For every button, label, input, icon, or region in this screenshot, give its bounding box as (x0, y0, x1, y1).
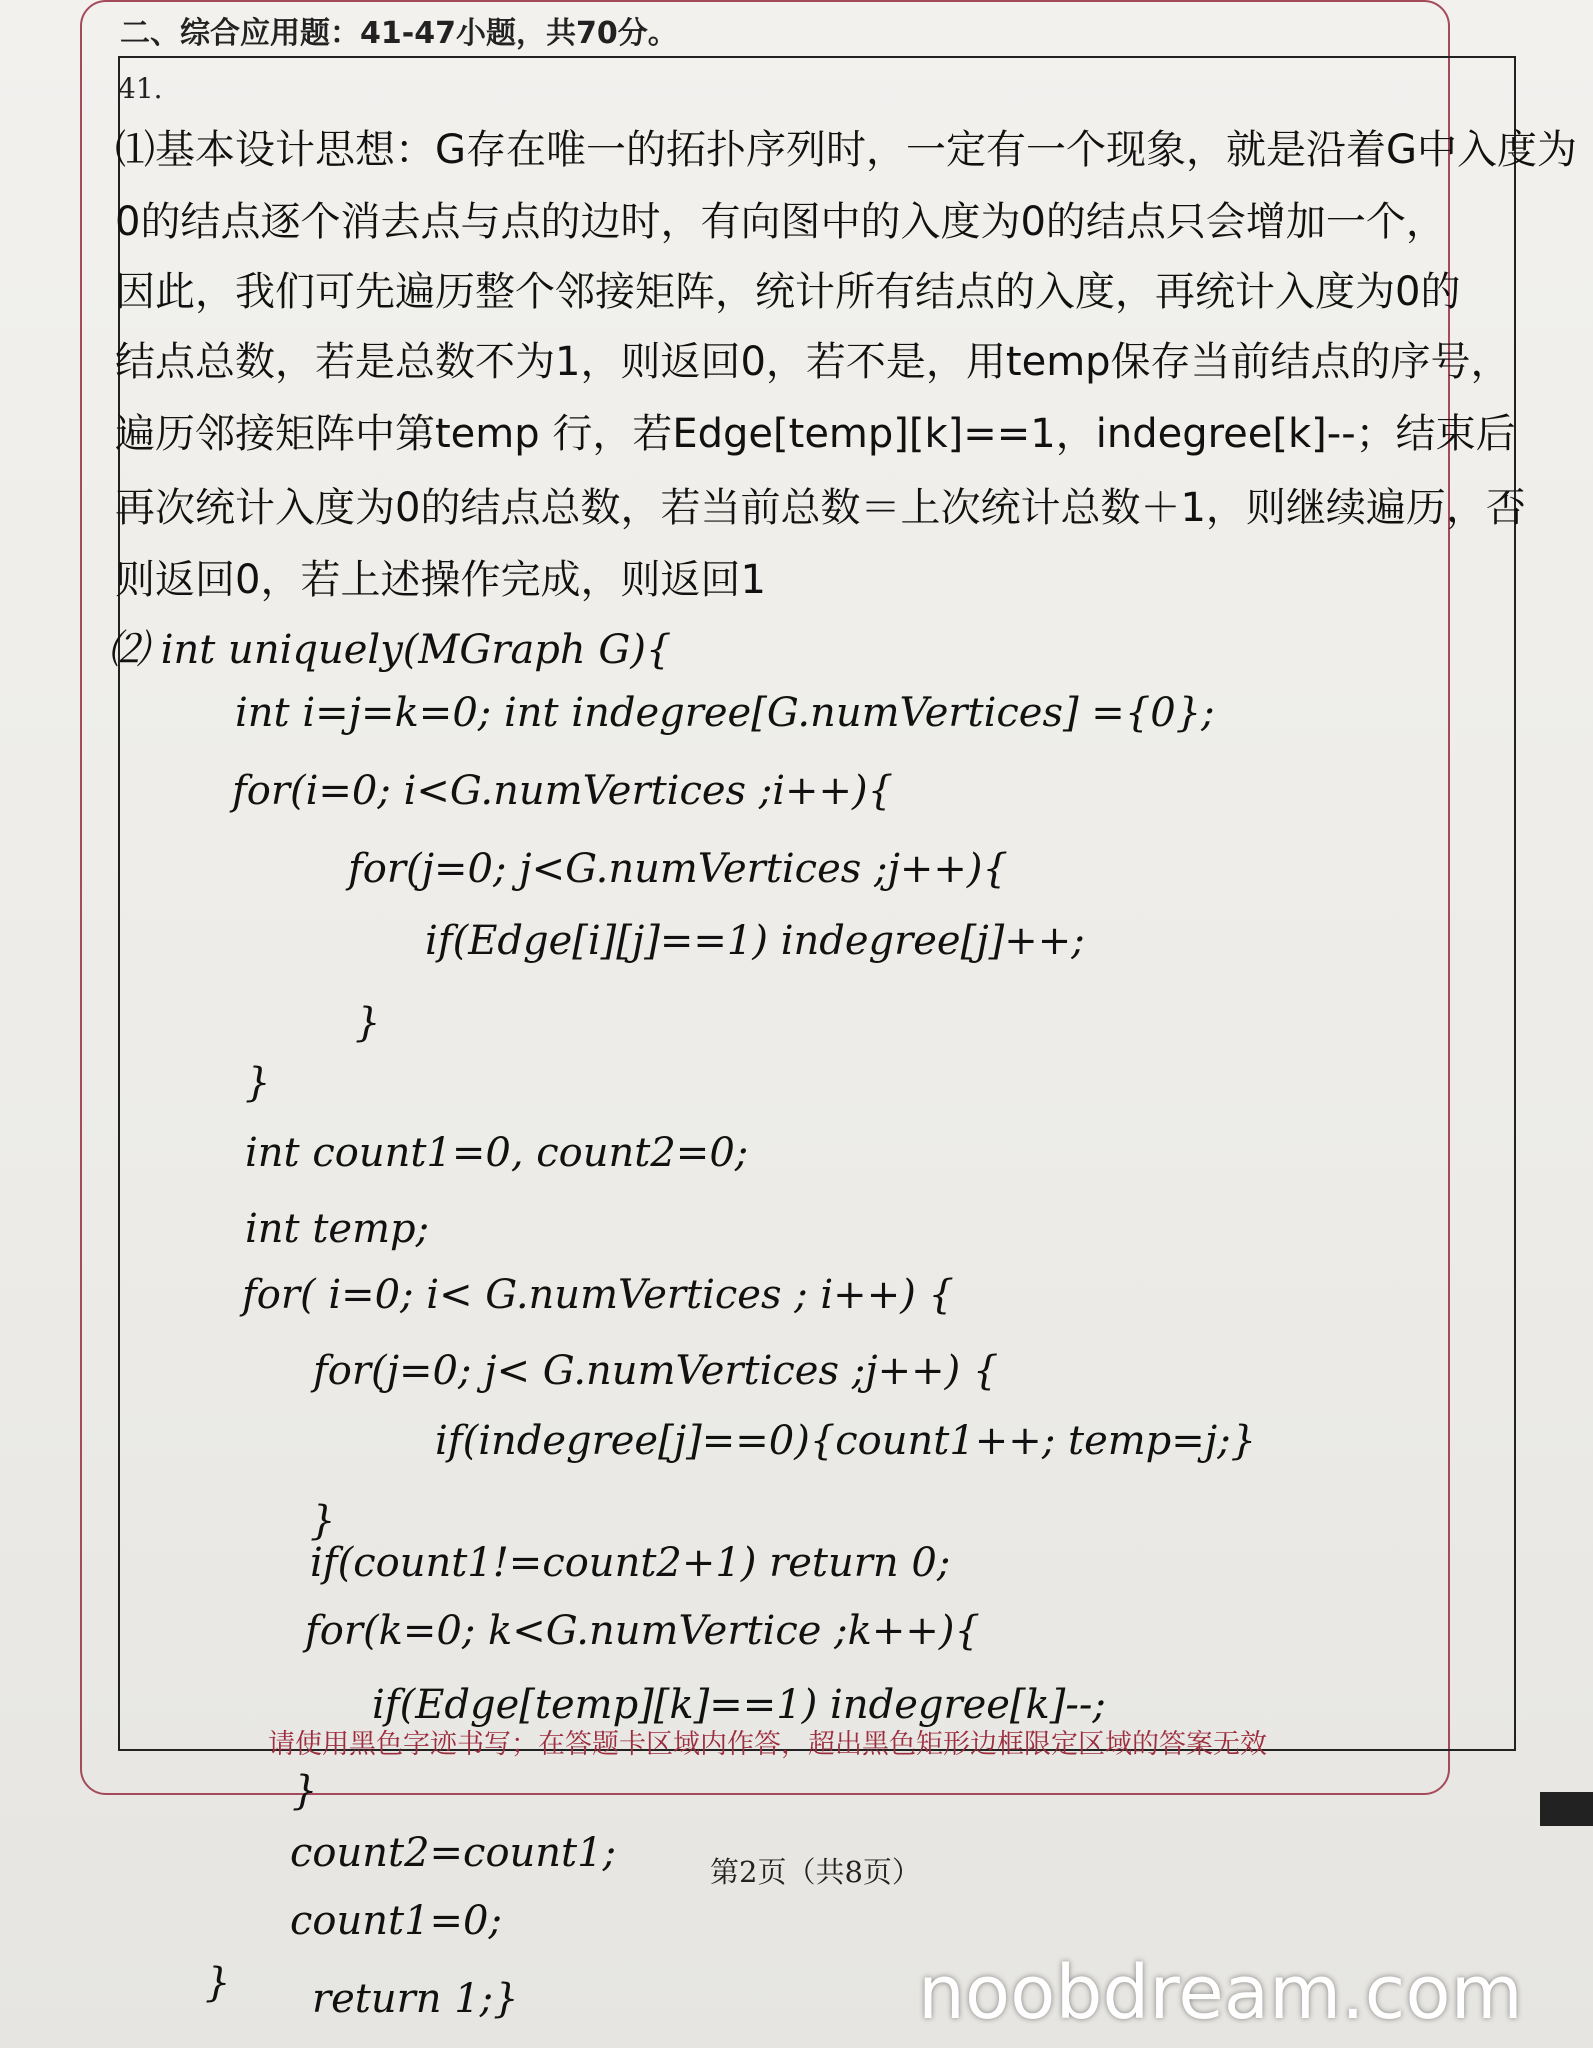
answer-area-warning: 请使用黑色字迹书写；在答题卡区域内作答，超出黑色矩形边框限定区域的答案无效 (268, 1729, 1267, 1760)
code-line: if(indegree[j]==0){count1++; temp=j;} (435, 1418, 1257, 1464)
code-line: ⑵ int uniquely(MGraph G){ (108, 627, 672, 673)
code-line: } (245, 1060, 271, 1106)
code-line: count1=0; (290, 1898, 502, 1944)
code-line: int i=j=k=0; int indegree[G.numVertices] ={0}; (235, 690, 1215, 736)
code-line: for(j=0; j<G.numVertices ;j++){ (348, 846, 1008, 892)
code-line: int temp; (245, 1206, 430, 1252)
part1-line: 再次统计入度为0的结点总数，若当前总数＝上次统计总数＋1，则继续遍历，否 (115, 485, 1526, 531)
code-line: if(Edge[i][j]==1) indegree[j]++; (425, 918, 1085, 964)
code-line: for( i=0; i< G.numVertices ; i++) { (242, 1272, 954, 1318)
part1-line: 遍历邻接矩阵中第temp 行，若Edge[temp][k]==1，indegree[k]--；结束后 (115, 411, 1516, 457)
part1-line: 则返回0，若上述操作完成，则返回1 (115, 557, 766, 603)
code-line: for(j=0; j< G.numVertices ;j++) { (313, 1348, 999, 1394)
code-line: } (292, 1768, 318, 1814)
code-line: count2=count1; (290, 1830, 617, 1876)
code-line: int count1=0, count2=0; (245, 1130, 749, 1176)
alignment-mark (1540, 1792, 1593, 1826)
code-line: return 1;} (312, 1976, 519, 2022)
part1-line: 0的结点逐个消去点与点的边时，有向图中的入度为0的结点只会增加一个， (115, 199, 1446, 245)
watermark: noobdream.com (918, 1950, 1523, 2036)
question-number: 41. (118, 72, 163, 105)
part1-line: ⑴基本设计思想：G存在唯一的拓扑序列时，一定有一个现象，就是沿着G中入度为 (115, 127, 1577, 173)
code-line: } (310, 1498, 336, 1544)
page-number: 第2页（共8页） (710, 1855, 921, 1889)
code-line: for(i=0; i<G.numVertices ;i++){ (232, 768, 894, 814)
section-title: 二、综合应用题：41-47小题，共70分。 (120, 16, 678, 51)
code-line: } (355, 1000, 381, 1046)
part1-line: 结点总数，若是总数不为1，则返回0，若不是，用temp保存当前结点的序号， (115, 339, 1511, 385)
code-line: if(Edge[temp][k]==1) indegree[k]--; (372, 1682, 1106, 1728)
code-line: if(count1!=count2+1) return 0; (310, 1540, 951, 1586)
code-line: for(k=0; k<G.numVertice ;k++){ (305, 1608, 980, 1654)
code-line: } (205, 1960, 231, 2006)
part1-line: 因此，我们可先遍历整个邻接矩阵，统计所有结点的入度，再统计入度为0的 (115, 269, 1461, 315)
